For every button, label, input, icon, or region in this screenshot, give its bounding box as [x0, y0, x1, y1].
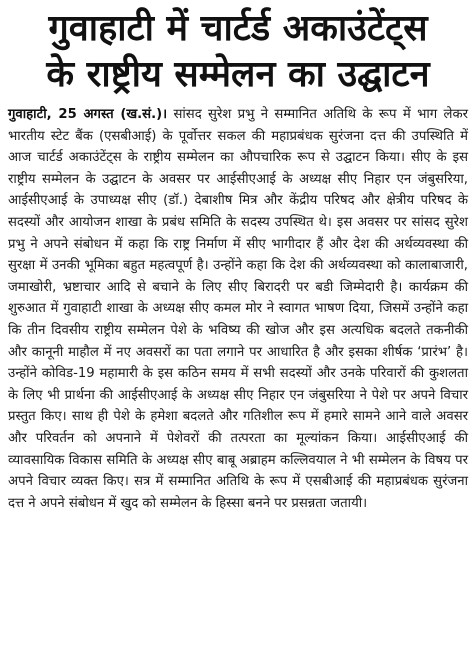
headline — [8, 6, 468, 98]
headline-line-1: गुवाहाटी में चार्टर्ड अकाउंटेंट्स — [48, 8, 428, 49]
headline-line-2: के राष्ट्रीय सम्मेलन का उद्घाटन — [46, 54, 430, 95]
article-body — [8, 104, 468, 514]
article-body-text: सांसद सुरेश प्रभु ने सम्मानित अतिथि के रूप में भाग लेकर भारतीय स्टेट बैंक (एसबीआई) के पूर्वोत्तर सकल की महाप्रबंधक सुरंजना दत्त की उपस्थिति में आज चार्टर्ड अकाउंटेंट्स के राष्ट्रीय सम्मेलन का औपचारिक रूप से उद्घाटन किया। सीए के इस राष्ट्रीय सम्मेलन के उद्घाटन के अवसर पर आईसीएआई के अध्यक्ष सीए निहार एन जंबुसरिया, आईसीएआई के उपाध्यक्ष सीए (डॉ.) देबाशीष मित्र और केंद्रीय परिषद और क्षेत्रीय परिषद के सदस्यों और आयोजन शाखा के प्रबंध समिति के सदस्य उपस्थित थे। इस अवसर पर सांसद सुरेश प्रभु ने अपने संबोधन में कहा कि राष्ट्र निर्माण में सीए भागीदार हैं और देश की अर्थव्यवस्था की सुरक्षा में उनकी भूमिका बहुत महत्वपूर्ण है। उन्होंने कहा कि देश की अर्थव्यवस्था को कालाबाजारी, जमाखोरी, भ्रष्टाचार आदि से बचाने के लिए सीए बिरादरी पर बडी जिम्मेदारी है। कार्यक्रम की शुरुआत में गुवाहाटी शाखा के अध्यक्ष सीए कमल मोर ने स्वागत भाषण दिया, जिसमें उन्होंने कहा कि तीन दिवसीय राष्ट्रीय सम्मेलन पेशे के भविष्य की खोज और इस अत्यधिक बदलते तकनीकी और कानूनी माहौल में नए अवसरों का पता लगाने पर आधारित है और इसका शीर्षक ‘प्रारंभ’ है। उन्होंने कोविड-19 महामारी के इस कठिन समय में सभी सदस्यों और उनके परिवारों की कुशलता के लिए भी प्रार्थना की आईसीएआई के अध्यक्ष सीए निहार एन जंबुसरिया ने पेशे पर अपने विचार प्रस्तुत किए। साथ ही पेशे के हमेशा बदलते और गतिशील रूप में हमारे सामने आने वाले अवसर और परिवर्तन को अपनाने में पेशेवरों की तत्परता का मूल्यांकन किया। आईसीएआई की व्यावसायिक विकास समिति के अध्यक्ष सीए बाबू अब्राहम कल्लिवयाल ने भी सम्मेलन के विषय पर अपने विचार व्यक्त किए। सत्र में सम्मानित अतिथि के रूप में एसबीआई की महाप्रबंधक सुरंजना दत्त ने अपने संबोधन में खुद को सम्मेलन के हिस्सा बनने पर प्रसन्नता जतायी। — [8, 107, 468, 511]
dateline: गुवाहाटी, 25 अगस्त (ख.सं.)। — [8, 107, 168, 122]
